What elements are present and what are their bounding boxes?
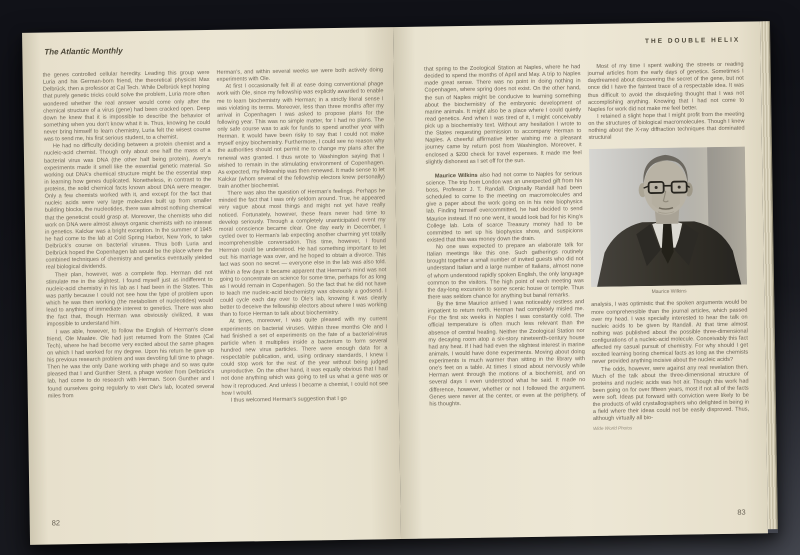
photo-caption: Maurice Wilkins <box>651 288 687 296</box>
left-page-column-1 <box>43 70 217 529</box>
photo-credit: Wide World Photos <box>593 424 633 431</box>
paragraph: analysis, I was optimistic that the spoken arguments would be more comprehensible than the journal articles, which passed over my head. I was specially interested to hear the talk on nucleic acids to be given by Randall. At that time almost nothing was published about the possible three-dimensional configurations of a nucleic-acid molecule. Conceivably this fact affected my casual pursuit of chemistry. For why should I get excited learning boring chemical facts as long as the chemists never provided anything incisive about the nucleic acids? <box>591 299 749 366</box>
paragraph: I thus welcomed Herman's suggestion that I go <box>230 395 347 404</box>
paragraph: I retained a slight hope that I might profit from the meeting on the structures of biological macromolecules. Though I knew nothing about the X-ray diffraction techniques that dominated structural <box>588 111 745 142</box>
left-page <box>22 27 401 545</box>
magazine-title: The Atlantic Monthly <box>44 46 123 57</box>
paragraph: The odds, however, were against any real revelation then. Much of the talk about the three-dimensional structure of proteins and nucleic acids was hot air. Though this work had been going on for over fifteen years, most if not all of the facts were soft. Ideas put forward with conviction were likely to be the products of wild crystallographers who delighted in being in a field where their ideas could not be easily disproved. Thus, although virtually all bio- <box>592 364 750 423</box>
paragraph: that spring to the Zoological Station at Naples, where he had decided to spend the months of April and May. A trip to Naples made great sense. There was no point in doing nothing in Copenhagen, where spring does not exist. On the other hand, the sun of Naples might be conducive to learning something about the biochemistry of the embryonic development of marine animals. It might also be a place where I could quietly read genetics. And when I was tired of it, I might conceivably pick up a biochemistry text. Without any hesitation I wrote to the States requesting permission to accompany Herman to Naples. A cheerful affirmative letter wishing me a pleasant journey came by return post from Washington. Moreover, it enclosed a $200 check for travel expenses. It made me feel slightly dishonest as I set off for the sun. <box>424 64 582 166</box>
right-page <box>393 21 768 539</box>
paragraph: No one was expected to prepare an elaborate talk for Italian meetings like this one. Such gatherings routinely brought together a small number of invited guests who did not understand Italian and a large number of Italians, almost none of whom understood rapidly spoken English, the only language common to the visitors. The high point of each meeting was the day-long excursion to some scenic house or temple. Thus there was seldom chance for anything but banal remarks. <box>426 242 584 301</box>
article-running-head: THE DOUBLE HELIX <box>644 36 741 46</box>
paragraph: There was also the question of Herman's feelings. Perhaps he minded the fact that I was only seldom around. True, he appeared very vague about most things and might not yet have really noticed. Fortunately, however, these fears never had time to develop seriously. Through a completely unanticipated event my moral conscience became clear. One day early in December, I cycled over to Herman's lab expecting another charming yet totally incomprehensible conversation. This time, however, I found Herman could be understood. He had something important to let out: his marriage was over, and he hoped to obtain a divorce. This fact was soon no secret — everyone else in the lab was also told. Within a few days it became apparent that Herman's mind was not going to concentrate on science for some time, perhaps for as long as I would remain in Copenhagen. So the fact that he did not have to teach me nucleic-acid biochemistry was obviously a godsend. I could cycle each day over to Ole's lab, knowing it was clearly better to deceive the fellowship electors about where I was working than to force Herman to talk about biochemistry. <box>218 188 387 319</box>
maurice-wilkins-portrait <box>589 147 747 287</box>
paragraph: At first I occasionally felt ill at ease doing conventional phage work with Ole, since my fellowship was explicitly awarded to enable me to learn biochemistry with Herman; in a strictly literal sense I was violating its terms. Moreover, less than three months after my arrival in Copenhagen I was asked to propose plans for the following year. This was no simple matter, for I had no plans. The only safe course was to ask for funds to spend another year with Herman. It would have been risky to say that I could not make myself enjoy biochemistry. Furthermore, I could see no reason why the authorities should not permit me to change my plans after the renewal was granted. I thus wrote to Washington saying that I wished to remain in the stimulating environment of Copenhagen. As expected, my fellowship was then renewed. It made sense to let Kalckar (whom several of the fellowship electors knew personally) train another biochemist. <box>216 81 385 190</box>
section-lead-in: Maurice Wilkins <box>434 172 480 180</box>
paragraph: By the time Maurice arrived I was noticeably restless and impatient to return north. Herman had completely misled me. For the first six weeks in Naples I was constantly cold. The official temperature is often much less relevant than the absence of central heating. Neither the Zoological Station nor my decaying room atop a six-story nineteenth-century house had any heat. If I had had even the slightest interest in marine animals, I would have done experiments. Moving about doing experiments is much warmer than sitting in the library with one's feet on a table. At times I stood about nervously while Herman went through the motions of a biochemist, and on several days I even understood what he said. It made no difference, however, whether or not I followed the argument. Genes were never at the center, or even at the periphery, of his thoughts. <box>427 299 586 408</box>
maurice-wilkins-photo <box>589 147 748 296</box>
magazine-spread <box>22 21 778 545</box>
paragraph: Most of my time I spent walking the streets or reading journal articles from the early days of genetics. Sometimes I daydreamed about discovering the secret of the gene, but not once did I have the faintest trace of a respectable idea. It was thus difficult to avoid the disquieting thought that I was not accomplishing anything. Knowing that I had not come to Naples for work did not make me feel better. <box>587 61 745 113</box>
paragraph: the genes controlled cellular heredity. Leading this group were Luria and his German-born friend, the theoretical physicist Max Delbrück, then a professor at Cal Tech. While Delbrück kept hoping that purely genetic tricks could solve the problem, Luria more often wondered whether the real answer would come only after the chemical structure of a virus (gene) had been cracked open. Deep down he knew that it is impossible to describe the behavior of something when you don't know what it is. Thus, knowing he could never bring himself to learn chemistry, Luria felt the wisest course was to send me, his first serious student, to a chemist. <box>42 69 211 143</box>
page-number-left: 82 <box>51 518 61 528</box>
right-page-column-2 <box>587 62 750 520</box>
column-text-below-photo <box>591 300 749 424</box>
left-page-columns <box>43 67 391 528</box>
paragraph: Herman's, and within several weeks we were both actively doing experiments with Ole. <box>216 67 384 83</box>
paragraph: Maurice Wilkins also had not come to Naples for serious science. The trip from London was an unexpected gift from his boss, Professor J. T. Randall. Originally Randall had been scheduled to come to the meeting on macromolecules and give a paper about the work going on in his new biophysics lab. Finding himself overcommitted, he had decided to send Maurice instead. If no one went, it would look bad for his King's College lab. Lots of scarce Treasury money had to be committed to set up his biophysics show, and suspicions existed that this was money down the drain. <box>425 170 584 244</box>
right-page-columns <box>424 62 751 523</box>
paragraph: I was able, however, to follow the English of Herman's close friend, Ole Maaløe. Ole had just returned from the States (Cal Tech), where he had become very excited about the same phages on which I had worked for my degree. Upon his return he gave up his previous research problem and was devoting full time to phage. Then he was the only Dane working with phage and so was quite pleased that I and Gunther Stent, a phage worker from Delbrück's lab, had come to do research with Herman. Soon Gunther and I found ourselves going regularly to visit Ole's lab, located several miles from <box>46 326 215 400</box>
paragraph: At times, moreover, I was quite pleased with my current experiments on bacterial viruses. Within three months Ole and I had finished a set of experiments on the fate of a bacterial-virus particle when it multiplies inside a bacterium to form several hundred new virus particles. There were enough data for a respectable publication, and, using ordinary standards, I knew I could stop work for the rest of the year without being judged unproductive. On the other hand, it was equally obvious that I had not done anything which was going to tell us what a gene was or how it reproduced. And unless I became a chemist, I could not see how I would. <box>220 316 389 397</box>
right-page-column-1 <box>424 64 587 522</box>
paragraph: Their plan, however, was a complete flop. Herman did not stimulate me in the slightest. I found myself just as indifferent to nucleic-acid chemistry in his lab as I had been in the States. This was partly because I could not see how the type of problem upon which he was then working (the metabolism of nucleotides) would lead to anything of immediate interest to genetics. There was also the fact that, though Herman was obviously civilized, it was impossible to understand him. <box>45 269 214 328</box>
page-number-right: 83 <box>737 507 746 517</box>
paragraph: He had no difficulty deciding between a protein chemist and a nucleic-acid chemist. Though only about one half the mass of a bacterial virus was DNA (the other half being protein), Avery's experiments made it smell like the essential genetic material. So working out DNA's chemical structure might be the essential step in learning how genes duplicated. Nonetheless, in contrast to the proteins, the solid chemical facts known about DNA were meager. Only a few chemists worked with it, and except for the fact that nucleic acids were very large molecules built up from smaller building blocks, the nucleotides, there was almost nothing chemical that the geneticist could grasp at. Moreover, the chemists who did work on DNA were almost always organic chemists with no interest in genetics. Kalckar was a bright exception. In the summer of 1945 he had come to the lab at Cold Spring Harbor, New York, to take Delbrück's course on bacterial viruses. Thus both Luria and Delbrück hoped the Copenhagen lab would be the place where the combined techniques of chemistry and genetics eventually yielded real biological dividends. <box>43 141 213 271</box>
left-page-column-2 <box>216 67 390 526</box>
column-text-above-photo <box>587 62 744 143</box>
